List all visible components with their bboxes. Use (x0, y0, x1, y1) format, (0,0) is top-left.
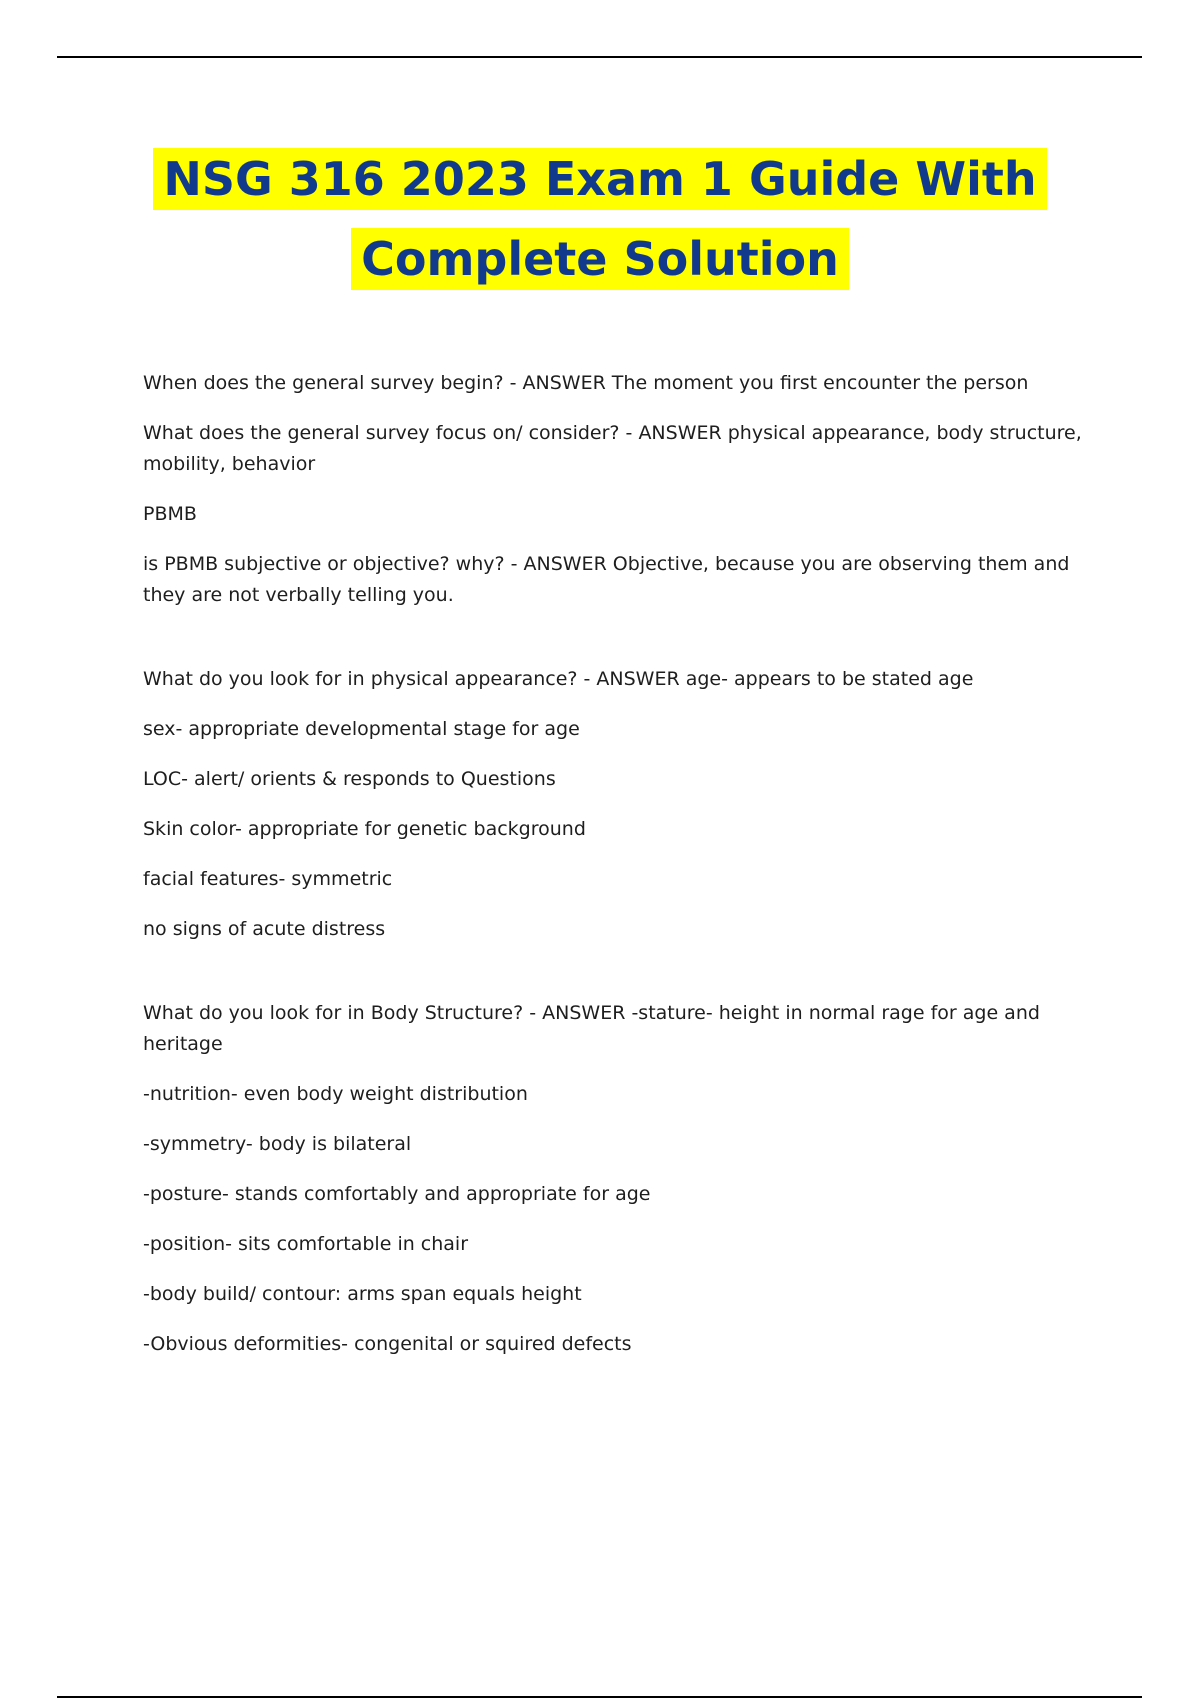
title-line-1: NSG 316 2023 Exam 1 Guide With (153, 148, 1046, 210)
qa-paragraph: -body build/ contour: arms span equals height (143, 1283, 582, 1305)
qa-paragraph: -symmetry- body is bilateral (143, 1133, 412, 1155)
bottom-rule (57, 1696, 1142, 1698)
qa-paragraph: is PBMB subjective or objective? why? - ANSWER Objective, because you are observing them and they are not verbally telling you. (143, 553, 1070, 606)
qa-paragraph: What does the general survey focus on/ consider? - ANSWER physical appearance, body structure, mobility, behavior (143, 422, 1082, 475)
title-line-2: Complete Solution (351, 228, 849, 290)
qa-paragraph: sex- appropriate developmental stage for age (143, 718, 580, 740)
qa-paragraph: What do you look for in physical appearance? - ANSWER age- appears to be stated age (143, 668, 974, 690)
page-title (0, 139, 1200, 299)
qa-paragraph: LOC- alert/ orients & responds to Questions (143, 768, 556, 790)
qa-paragraph: no signs of acute distress (143, 918, 386, 940)
qa-paragraph: What do you look for in Body Structure? - ANSWER -stature- height in normal rage for age and heritage (143, 1002, 1040, 1055)
qa-paragraph: facial features- symmetric (143, 868, 393, 890)
top-rule (57, 56, 1142, 58)
qa-paragraph: When does the general survey begin? - ANSWER The moment you first encounter the person (143, 372, 1029, 394)
qa-content (143, 368, 1093, 1379)
qa-paragraph: Skin color- appropriate for genetic background (143, 818, 586, 840)
qa-paragraph: PBMB (143, 503, 197, 525)
qa-paragraph: -nutrition- even body weight distribution (143, 1083, 528, 1105)
qa-paragraph: -Obvious deformities- congenital or squired defects (143, 1333, 632, 1355)
qa-paragraph: -posture- stands comfortably and appropriate for age (143, 1183, 651, 1205)
qa-paragraph: -position- sits comfortable in chair (143, 1233, 469, 1255)
